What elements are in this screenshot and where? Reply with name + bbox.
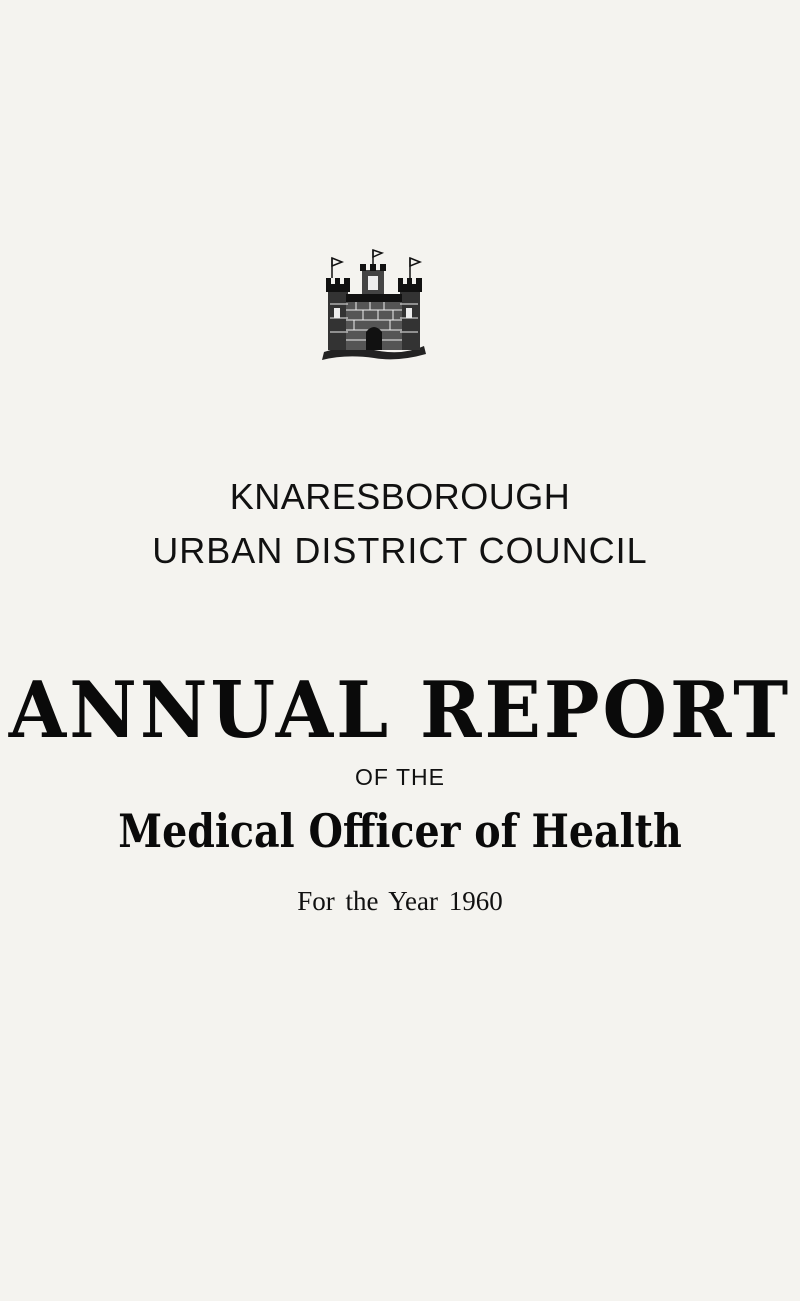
council-name-line2: URBAN DISTRICT COUNCIL	[152, 530, 648, 571]
main-heading: ANNUAL REPORT	[8, 665, 792, 757]
report-period: For the Year 1960	[297, 886, 503, 916]
report-subject: Medical Officer of Health	[118, 804, 682, 858]
castle-crest-icon	[318, 248, 430, 362]
of-the-label: OF THE	[355, 764, 445, 790]
council-name-line1: KNARESBOROUGH	[229, 476, 571, 517]
